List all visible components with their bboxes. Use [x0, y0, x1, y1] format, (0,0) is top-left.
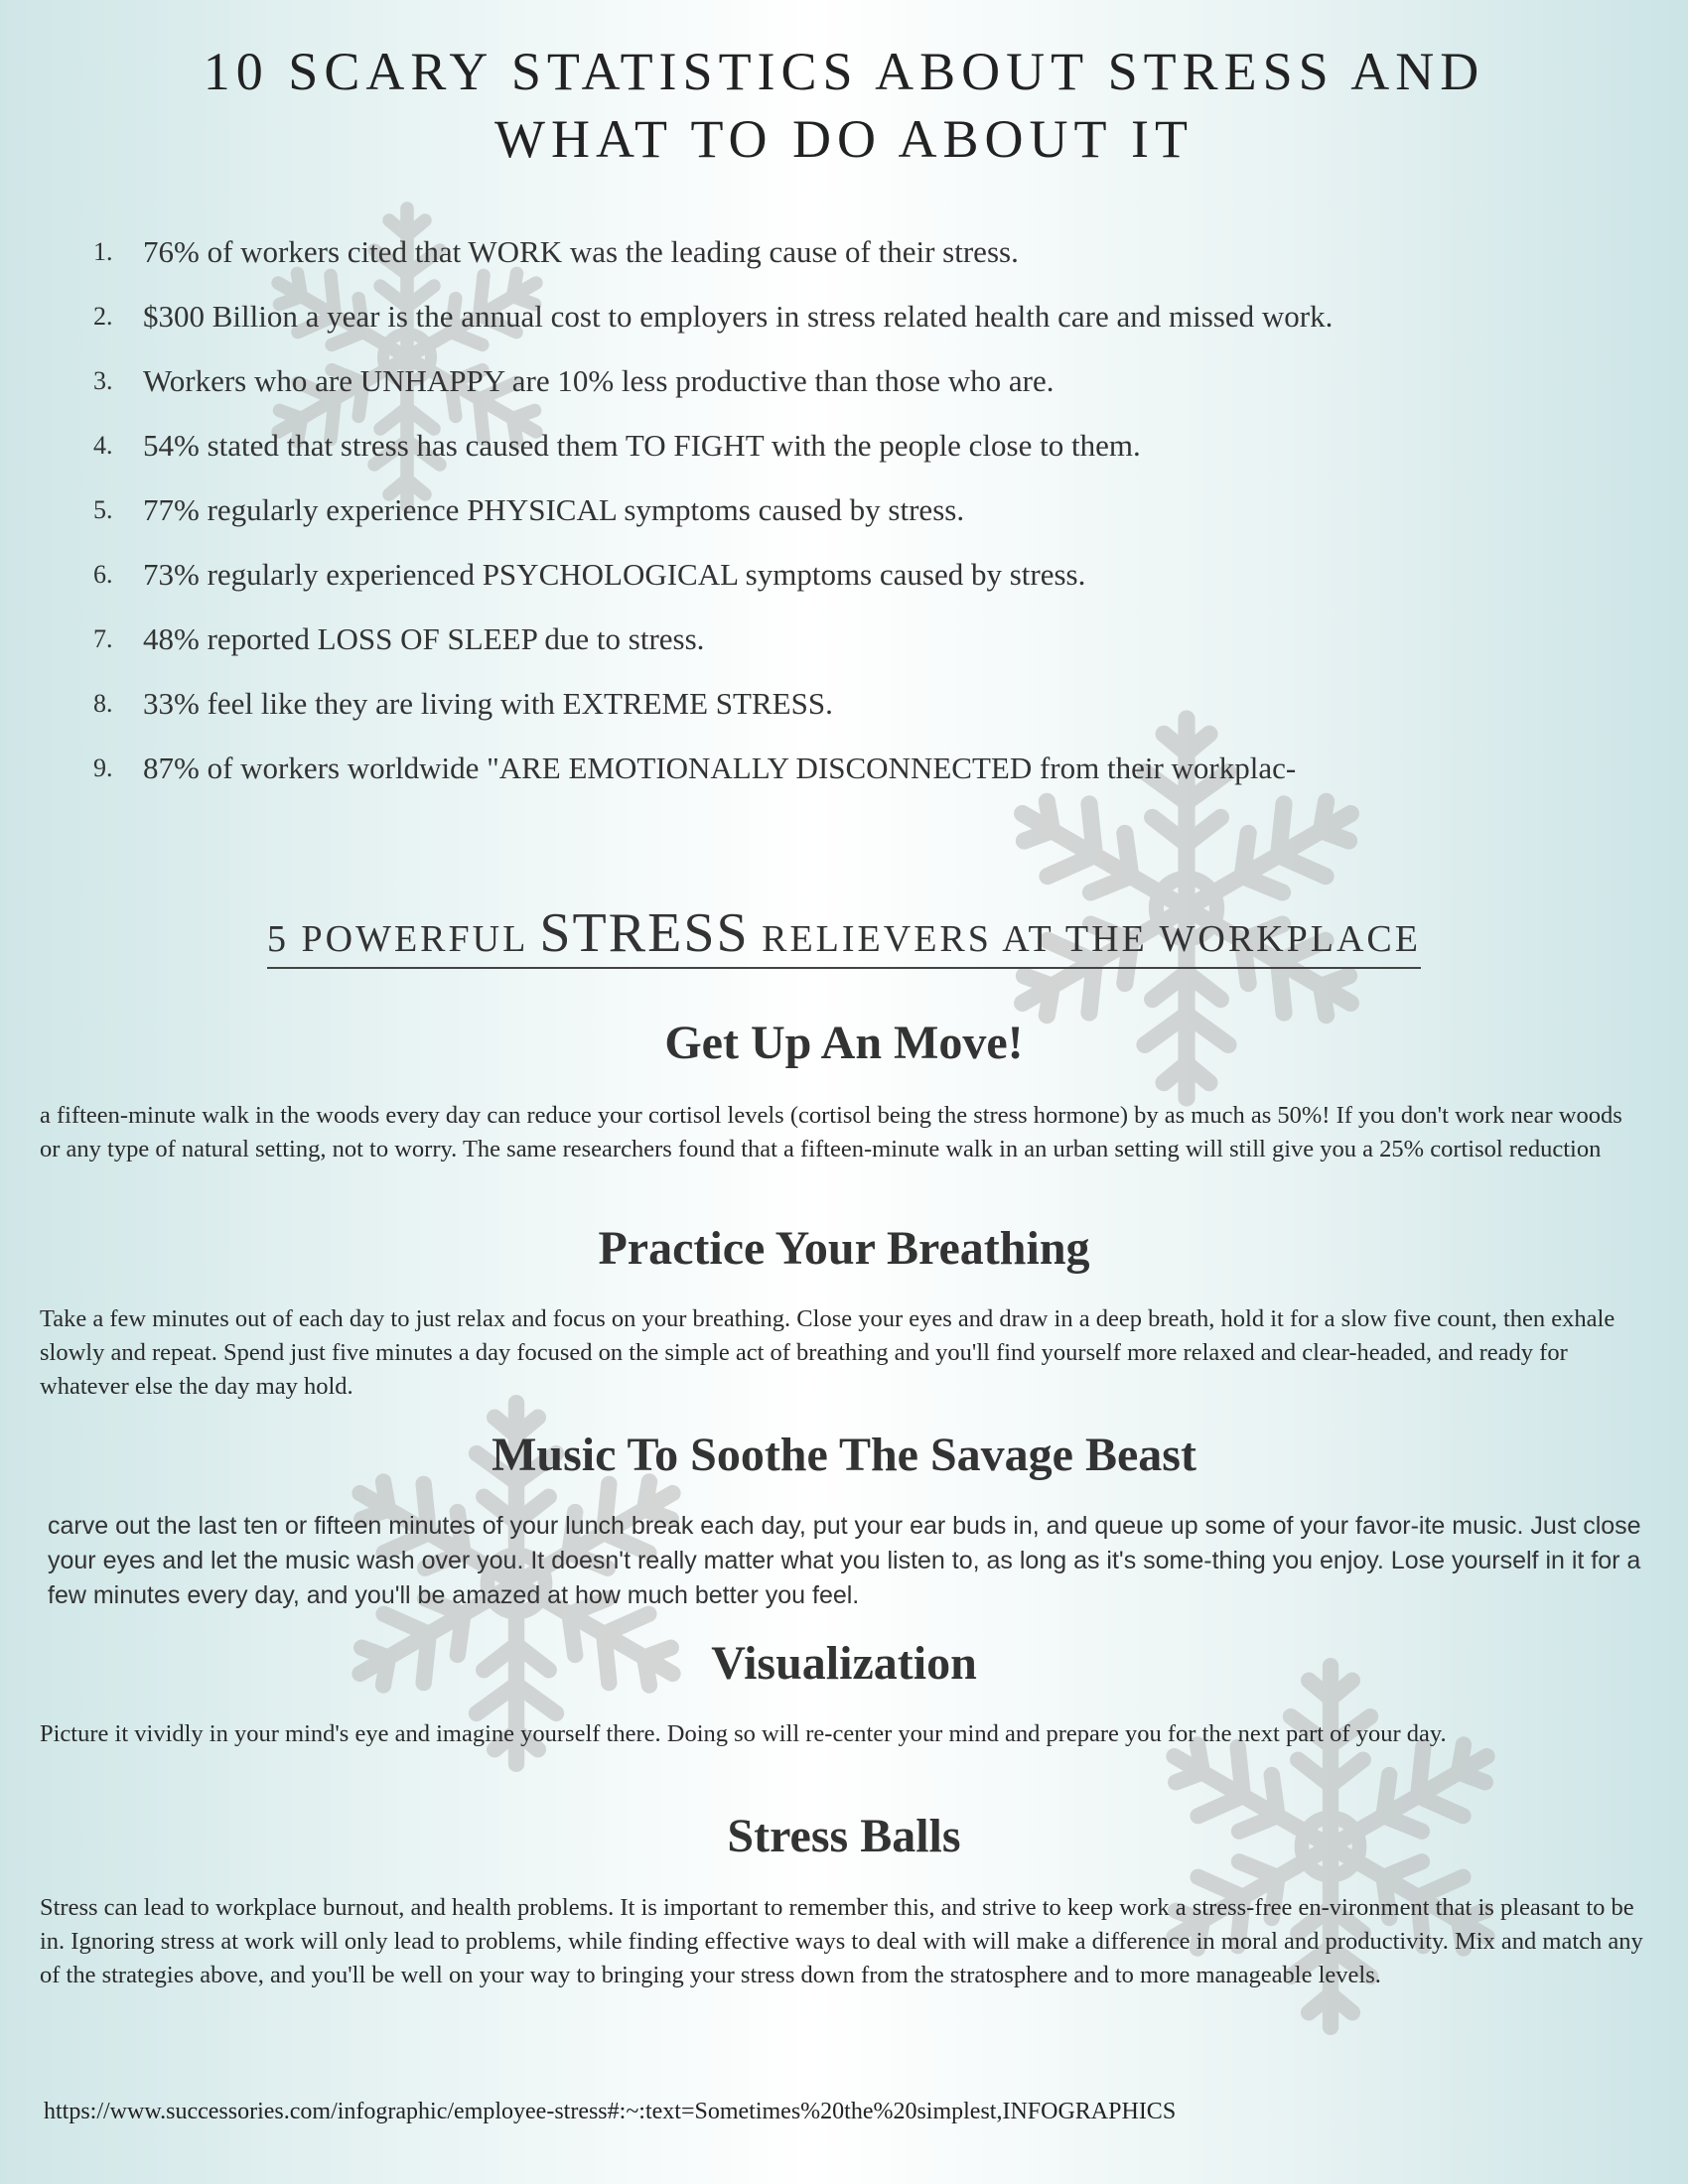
statistic-number: 2. — [93, 302, 113, 331]
relievers-heading-suffix: RELIEVERS AT THE WORKPLACE — [749, 918, 1421, 960]
statistic-item — [89, 424, 1559, 467]
statistic-number: 1. — [93, 237, 113, 266]
statistic-text: $300 Billion a year is the annual cost to employers in stress related health care and missed work. — [143, 299, 1334, 334]
statistic-number: 6. — [93, 560, 113, 589]
section-heading-visualization: Visualization — [711, 1637, 977, 1690]
relievers-heading — [99, 901, 1589, 969]
statistic-item — [89, 682, 1559, 725]
statistic-text: 76% of workers cited that WORK was the leading cause of their stress. — [143, 234, 1019, 269]
statistic-item — [89, 295, 1559, 338]
section-body-visualization: Picture it vividly in your mind's eye and imagine yourself there. Doing so will re-center your mind and prepare you for the next part of your day. — [40, 1720, 1447, 1747]
statistic-number: 7. — [93, 624, 113, 653]
statistic-text: 48% reported LOSS OF SLEEP due to stress. — [143, 621, 705, 656]
section-body-stress-balls: Stress can lead to workplace burnout, and health problems. It is important to remember this, and strive to keep work a stress-free en-vironment that is pleasant to be in. Ignoring stress at work will only lead to problems, while finding effective ways to deal with will make a difference in moral and productivity. Mix and match any of the strategies above, and you'll be well on your way to bringing your stress down from the stratosphere and to more manageable levels. — [40, 1894, 1643, 1988]
statistic-item — [89, 488, 1559, 531]
statistic-number: 9. — [93, 753, 113, 782]
statistic-number: 8. — [93, 689, 113, 718]
statistic-number: 3. — [93, 366, 113, 395]
statistic-text: 77% regularly experience PHYSICAL symptoms caused by stress. — [143, 492, 965, 527]
statistic-item — [89, 230, 1559, 273]
statistic-text: 33% feel like they are living with EXTREME STRESS. — [143, 686, 833, 721]
statistics-list — [89, 230, 1559, 811]
statistic-item — [89, 359, 1559, 402]
section-heading-move: Get Up An Move! — [664, 1017, 1024, 1069]
section-heading-music: Music To Soothe The Savage Beast — [492, 1429, 1196, 1481]
relievers-heading-emphasis: STRESS — [539, 902, 750, 964]
section-body-music: carve out the last ten or fifteen minutes of your lunch break each day, put your ear buds in, and queue up some of your favor-ite music. Just close your eyes and let the music wash over you. It doesn't really matter what you listen to, as long as it's some-thing you enjoy. Lose yourself in it for a few minutes every day, and you'll be amazed at how much better you feel. — [48, 1512, 1641, 1609]
statistic-text: 87% of workers worldwide "ARE EMOTIONALLY DISCONNECTED from their workplac- — [143, 751, 1297, 785]
section-heading-breathing: Practice Your Breathing — [598, 1222, 1090, 1275]
section-body-breathing: Take a few minutes out of each day to just relax and focus on your breathing. Close your eyes and draw in a deep breath, hold it for a slow five count, then exhale slowly and repeat. Spend just five minutes a day focused on the simple act of breathing and you'll find yourself more relaxed and clear-headed, and ready for whatever else the day may hold. — [40, 1305, 1616, 1400]
statistic-number: 4. — [93, 431, 113, 460]
page-title — [99, 38, 1589, 173]
statistic-text: 73% regularly experienced PSYCHOLOGICAL symptoms caused by stress. — [143, 557, 1086, 592]
statistic-text: Workers who are UNHAPPY are 10% less productive than those who are. — [143, 363, 1055, 398]
statistic-item — [89, 617, 1559, 660]
section-body-move: a fifteen-minute walk in the woods every day can reduce your cortisol levels (cortisol being the stress hormone) by as much as 50%! If you don't work near woods or any type of natural setting, not to worry. The same researchers found that a fifteen-minute walk in an urban setting will still give you a 25% cortisol reduction — [40, 1102, 1622, 1162]
statistic-text: 54% stated that stress has caused them TO FIGHT with the people close to them. — [143, 428, 1141, 463]
statistic-item — [89, 747, 1559, 789]
source-url-link[interactable]: https://www.successories.com/infographic/employee-stress#:~:text=Sometimes%20the%20simplest,INFOGRAPHICS — [44, 2099, 1177, 2124]
statistic-item — [89, 553, 1559, 596]
statistic-number: 5. — [93, 495, 113, 524]
title-line-2: WHAT TO DO ABOUT IT — [493, 109, 1195, 169]
title-line-1: 10 SCARY STATISTICS ABOUT STRESS AND — [203, 42, 1485, 101]
relievers-heading-prefix: 5 POWERFUL — [267, 918, 540, 960]
section-heading-stress-balls: Stress Balls — [727, 1810, 961, 1862]
